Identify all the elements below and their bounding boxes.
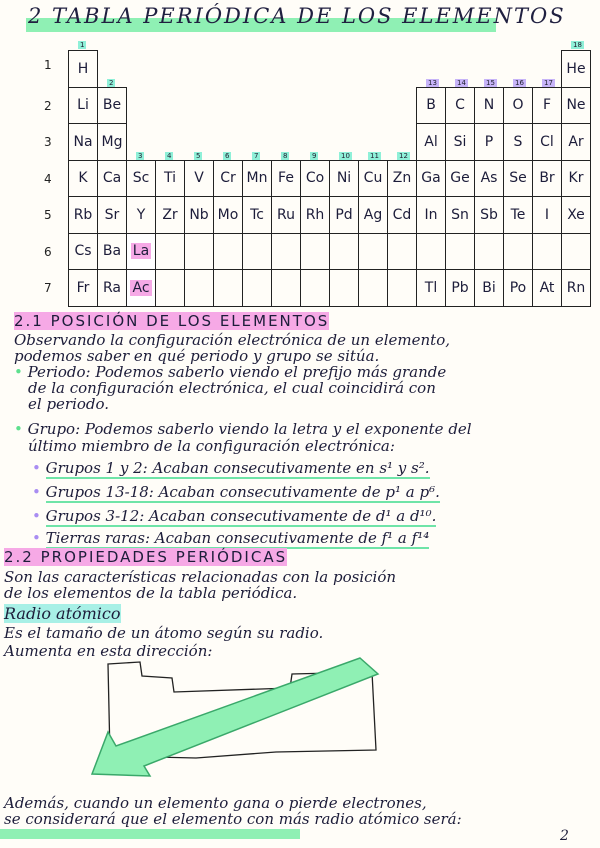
element-symbol: Tl xyxy=(424,279,438,296)
element-cell xyxy=(503,196,533,234)
element-cell xyxy=(503,123,533,161)
element-cell xyxy=(271,269,301,307)
element-cell xyxy=(445,269,475,307)
s21-intro-2: podemos saber en qué periodo y grupo se sitúa. xyxy=(14,347,380,365)
element-symbol: Li xyxy=(77,97,89,114)
element-cell xyxy=(271,196,301,234)
element-symbol: Y xyxy=(136,206,146,223)
element-cell xyxy=(184,233,214,271)
element-symbol: Kr xyxy=(568,170,584,187)
group-label: 6 xyxy=(225,151,230,160)
element-symbol: Rn xyxy=(566,279,586,296)
radio-title: Radio atómico xyxy=(4,604,121,623)
group-label: 8 xyxy=(283,151,288,160)
element-symbol: Zn xyxy=(392,170,412,187)
element-cell xyxy=(416,160,446,198)
element-symbol: N xyxy=(483,97,495,114)
element-symbol: Cs xyxy=(74,243,92,260)
element-cell xyxy=(474,123,504,161)
element-symbol: Fe xyxy=(278,170,294,187)
element-symbol: Sc xyxy=(132,170,150,187)
element-cell xyxy=(97,196,127,234)
element-cell xyxy=(387,233,417,271)
element-cell xyxy=(68,50,98,88)
element-cell xyxy=(300,160,330,198)
periodic-table xyxy=(44,41,588,336)
element-symbol: Be xyxy=(102,97,122,114)
group-label: 12 xyxy=(399,151,408,160)
element-symbol: I xyxy=(544,206,550,223)
element-cell xyxy=(329,269,359,307)
element-cell xyxy=(358,269,388,307)
element-cell xyxy=(387,269,417,307)
element-cell xyxy=(503,269,533,307)
element-symbol: Si xyxy=(453,133,467,150)
element-symbol: Ar xyxy=(568,133,584,150)
element-cell xyxy=(126,269,156,307)
element-symbol: He xyxy=(566,60,586,77)
s21-grupo-1: • Grupo: Podemos saberlo viendo la letra y el exponente del xyxy=(14,420,472,438)
element-symbol: Mn xyxy=(246,170,268,187)
element-cell xyxy=(213,233,243,271)
group-label: 17 xyxy=(544,78,553,87)
element-cell xyxy=(329,233,359,271)
group-label: 3 xyxy=(138,151,143,160)
element-symbol: C xyxy=(455,97,465,114)
element-cell xyxy=(474,196,504,234)
ademas-1: Además, cuando un elemento gana o pierde electrones, xyxy=(4,794,427,812)
period-label: 6 xyxy=(44,244,52,259)
element-cell xyxy=(445,196,475,234)
element-symbol: Ca xyxy=(102,170,122,187)
element-cell xyxy=(271,160,301,198)
element-symbol: Rh xyxy=(305,206,325,223)
element-symbol: Zr xyxy=(162,206,178,223)
element-cell xyxy=(474,233,504,271)
element-cell xyxy=(561,50,591,88)
element-symbol: Cr xyxy=(220,170,236,187)
element-cell xyxy=(68,233,98,271)
element-cell xyxy=(503,160,533,198)
element-cell xyxy=(184,160,214,198)
element-symbol: Ti xyxy=(163,170,176,187)
group-label: 1 xyxy=(80,41,85,49)
element-symbol: At xyxy=(539,279,555,296)
element-cell xyxy=(68,87,98,125)
element-symbol: Mg xyxy=(101,133,123,150)
group-label: 13 xyxy=(428,78,437,87)
element-cell xyxy=(242,196,272,234)
element-symbol: Ni xyxy=(336,170,352,187)
element-cell xyxy=(387,196,417,234)
element-cell xyxy=(416,87,446,125)
element-cell xyxy=(445,233,475,271)
s22-intro-2: de los elementos de la tabla periódica. xyxy=(4,584,298,602)
element-symbol: Po xyxy=(509,279,527,296)
element-symbol: Cd xyxy=(392,206,412,223)
element-symbol: F xyxy=(542,97,552,114)
element-symbol: Ne xyxy=(566,97,586,114)
element-cell xyxy=(155,196,185,234)
element-cell xyxy=(532,196,562,234)
s21-periodo-3: el periodo. xyxy=(28,395,110,413)
element-cell xyxy=(242,269,272,307)
s21-groups-1-2: • Grupos 1 y 2: Acaban consecutivamente en s¹ y s². xyxy=(32,459,430,477)
trend-arrow xyxy=(92,658,378,776)
group-label: 4 xyxy=(167,151,172,160)
element-cell xyxy=(474,87,504,125)
element-symbol: Ba xyxy=(102,243,122,260)
element-cell xyxy=(97,123,127,161)
element-cell xyxy=(126,233,156,271)
element-cell xyxy=(213,160,243,198)
element-cell xyxy=(503,87,533,125)
element-cell xyxy=(445,160,475,198)
element-symbol: Na xyxy=(73,133,93,150)
element-cell xyxy=(97,269,127,307)
s22-intro-1: Son las características relacionadas con la posición xyxy=(4,568,397,586)
element-cell xyxy=(155,269,185,307)
element-cell xyxy=(68,269,98,307)
s21-tierras-raras: • Tierras raras: Acaban consecutivamente de f¹ a f¹⁴ xyxy=(32,529,430,547)
period-label: 3 xyxy=(44,135,52,149)
s21-periodo-2: de la configuración electrónica, el cual coincidirá con xyxy=(28,379,436,397)
element-symbol: Xe xyxy=(567,206,585,223)
group-label: 7 xyxy=(254,151,259,160)
element-cell xyxy=(68,123,98,161)
group-label: 9 xyxy=(312,151,317,160)
element-cell xyxy=(271,233,301,271)
element-cell xyxy=(97,160,127,198)
element-cell xyxy=(503,233,533,271)
element-cell xyxy=(358,233,388,271)
element-symbol: Bi xyxy=(482,279,496,296)
element-symbol: K xyxy=(78,170,88,187)
s21-grupo-2: último miembro de la configuración electrónica: xyxy=(28,437,395,455)
element-symbol: Sb xyxy=(480,206,498,223)
element-symbol: Pd xyxy=(335,206,353,223)
element-symbol: Cl xyxy=(540,133,554,150)
element-symbol: Pb xyxy=(451,279,469,296)
element-cell xyxy=(329,196,359,234)
ademas-2: se considerará que el elemento con más radio atómico será: xyxy=(4,810,462,828)
element-symbol: H xyxy=(77,60,89,77)
element-symbol: Te xyxy=(510,206,526,223)
element-symbol: Al xyxy=(424,133,438,150)
element-cell xyxy=(358,160,388,198)
group-label: 2 xyxy=(109,78,114,87)
period-label: 7 xyxy=(44,281,52,295)
group-label: 11 xyxy=(370,151,379,160)
element-symbol: Ge xyxy=(450,170,470,187)
element-cell xyxy=(474,160,504,198)
element-symbol: Rb xyxy=(73,206,93,223)
element-symbol: Sn xyxy=(451,206,469,223)
group-label: 10 xyxy=(341,151,350,160)
element-cell xyxy=(300,196,330,234)
radio-definition: Es el tamaño de un átomo según su radio. xyxy=(4,624,324,642)
element-cell xyxy=(532,269,562,307)
element-symbol: Ga xyxy=(421,170,441,187)
element-cell xyxy=(561,196,591,234)
element-cell xyxy=(126,196,156,234)
element-symbol: Sr xyxy=(104,206,120,223)
section-2-1-heading: 2.1 POSICIÓN DE LOS ELEMENTOS xyxy=(14,312,330,330)
element-cell xyxy=(68,196,98,234)
element-symbol: Mo xyxy=(217,206,239,223)
element-symbol: Ag xyxy=(363,206,383,223)
radius-trend-diagram xyxy=(80,648,400,788)
s21-groups-13-18: • Grupos 13-18: Acaban consecutivamente de p¹ a p⁶. xyxy=(32,483,440,501)
element-cell xyxy=(532,233,562,271)
group-label: 14 xyxy=(457,78,466,87)
element-symbol: S xyxy=(513,133,523,150)
group-label: 16 xyxy=(515,78,524,87)
element-cell xyxy=(242,233,272,271)
element-cell xyxy=(445,123,475,161)
s21-intro-1: Observando la configuración electrónica de un elemento, xyxy=(14,331,450,349)
element-cell xyxy=(329,160,359,198)
element-symbol: P xyxy=(484,133,494,150)
element-cell xyxy=(416,233,446,271)
element-cell xyxy=(416,196,446,234)
element-cell xyxy=(97,87,127,125)
element-symbol: La xyxy=(132,243,150,260)
element-symbol: Br xyxy=(539,170,555,187)
element-symbol: In xyxy=(424,206,438,223)
s21-periodo-1: • Periodo: Podemos saberlo viendo el prefijo más grande xyxy=(14,363,447,381)
aumenta-text: Aumenta en esta dirección: xyxy=(4,642,213,660)
element-cell xyxy=(416,269,446,307)
element-cell xyxy=(445,87,475,125)
element-symbol: Co xyxy=(305,170,325,187)
period-label: 2 xyxy=(44,98,52,113)
element-symbol: Ru xyxy=(277,206,295,223)
element-cell xyxy=(561,269,591,307)
element-cell xyxy=(126,160,156,198)
element-symbol: As xyxy=(480,170,498,187)
element-symbol: B xyxy=(426,97,436,114)
element-cell xyxy=(155,160,185,198)
element-symbol: V xyxy=(194,170,204,187)
element-symbol: Ac xyxy=(132,279,150,296)
element-cell xyxy=(532,160,562,198)
element-cell xyxy=(532,123,562,161)
section-2-2-heading: 2.2 PROPIEDADES PERIÓDICAS xyxy=(4,548,288,566)
period-label: 4 xyxy=(44,171,52,186)
group-label: 15 xyxy=(486,78,495,87)
element-symbol: Fr xyxy=(76,279,90,296)
element-cell xyxy=(561,233,591,271)
element-cell xyxy=(358,196,388,234)
element-cell xyxy=(97,233,127,271)
element-symbol: Tc xyxy=(250,206,264,223)
s21-groups-3-12: • Grupos 3-12: Acaban consecutivamente de d¹ a d¹⁰. xyxy=(32,507,437,525)
page-title: 2 TABLA PERIÓDICA DE LOS ELEMENTOS xyxy=(28,4,566,28)
element-cell xyxy=(300,233,330,271)
group-label: 18 xyxy=(573,41,582,49)
element-symbol: O xyxy=(512,97,524,114)
element-cell xyxy=(300,269,330,307)
element-cell xyxy=(242,160,272,198)
element-symbol: Cu xyxy=(363,170,383,187)
element-cell xyxy=(213,196,243,234)
element-cell xyxy=(155,233,185,271)
element-cell xyxy=(532,87,562,125)
element-symbol: Ra xyxy=(103,279,121,296)
element-cell xyxy=(561,160,591,198)
element-symbol: Nb xyxy=(189,206,209,223)
element-cell xyxy=(68,160,98,198)
element-cell xyxy=(184,269,214,307)
element-cell xyxy=(213,269,243,307)
element-cell xyxy=(561,87,591,125)
element-symbol: Se xyxy=(509,170,527,187)
period-label: 1 xyxy=(44,58,52,72)
element-cell xyxy=(416,123,446,161)
element-cell xyxy=(184,196,214,234)
period-label: 5 xyxy=(44,208,52,222)
element-cell xyxy=(474,269,504,307)
element-cell xyxy=(387,160,417,198)
next-line-highlight xyxy=(0,829,300,839)
element-cell xyxy=(561,123,591,161)
page-number: 2 xyxy=(560,828,569,844)
group-label: 5 xyxy=(196,151,201,160)
